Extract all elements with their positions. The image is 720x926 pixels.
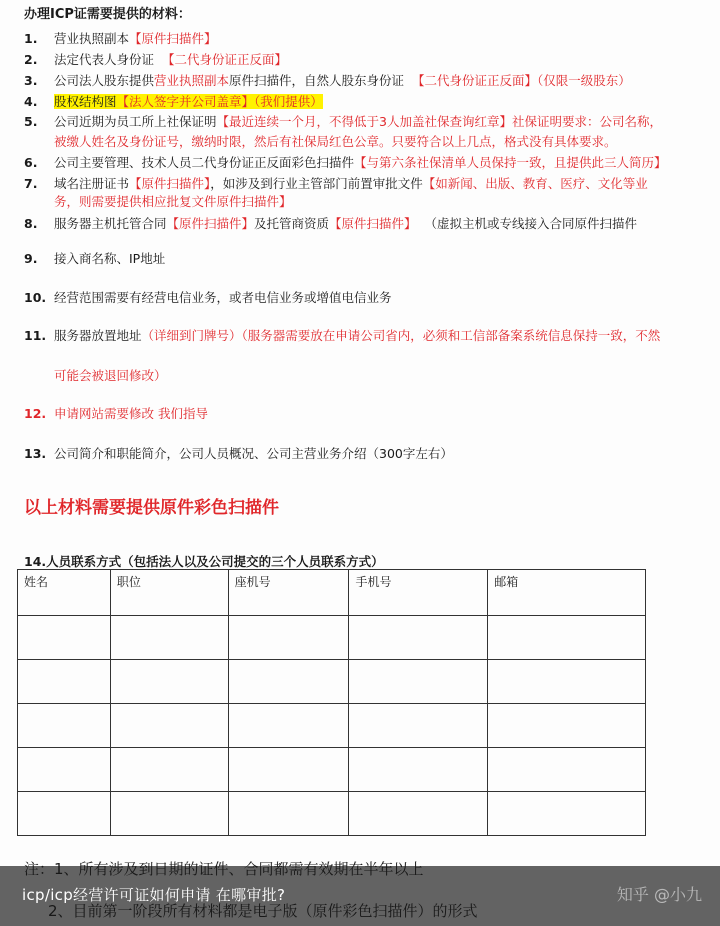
list-item bbox=[54, 327, 660, 345]
list-item bbox=[54, 113, 662, 131]
table-cell bbox=[110, 704, 228, 748]
list-item bbox=[54, 250, 165, 268]
color-scan-requirement: 以上材料需要提供原件彩色扫描件 bbox=[24, 498, 279, 518]
column-header-landline: 座机号 bbox=[228, 570, 349, 616]
table-cell bbox=[18, 616, 111, 660]
item-text: 法定代表人身份证 bbox=[54, 52, 155, 67]
item-text: 域名注册证书 bbox=[54, 176, 130, 191]
column-header-email: 邮箱 bbox=[488, 570, 646, 616]
table-cell bbox=[349, 616, 488, 660]
item-number: 13. bbox=[24, 446, 47, 461]
item-red-text: （详细到门牌号）（服务器需要放在申请公司省内，必须和工信部备案系统信息保持一致，不然 bbox=[141, 328, 661, 343]
item-number: 1. bbox=[24, 31, 38, 46]
item-number: 11. bbox=[24, 328, 47, 343]
table-cell bbox=[110, 660, 228, 704]
document-heading: 办理ICP证需要提供的材料： bbox=[24, 7, 191, 22]
item-number: 4. bbox=[24, 94, 38, 109]
item-red-text-continued: 务，则需要提供相应批复文件原件扫描件】 bbox=[54, 194, 292, 209]
item-text: 公司简介和职能简介，公司人员概况、公司主营业务介绍（300字左右） bbox=[54, 446, 453, 461]
table-row bbox=[18, 748, 646, 792]
item-number: 3. bbox=[24, 73, 38, 88]
table-cell bbox=[488, 704, 646, 748]
item-text: 接入商名称、IP地址 bbox=[54, 251, 166, 266]
list-item bbox=[54, 175, 648, 193]
table-cell bbox=[228, 616, 349, 660]
list-item bbox=[54, 30, 217, 48]
item-red-text: 【与第六条社保清单人员保持一致，且提供此三人简历】 bbox=[354, 155, 667, 170]
item-text: （虚拟主机或专线接入合同原件扫描件 bbox=[424, 216, 638, 231]
table-cell bbox=[488, 792, 646, 836]
item-number: 7. bbox=[24, 176, 38, 191]
item-red-text: 【二代身份证正反面】 bbox=[161, 52, 287, 67]
item-number: 9. bbox=[24, 251, 38, 266]
item-number: 8. bbox=[24, 216, 38, 231]
table-row bbox=[18, 616, 646, 660]
item-text-highlighted: 股权结构图 bbox=[54, 94, 117, 109]
column-header-mobile: 手机号 bbox=[349, 570, 488, 616]
table-cell bbox=[488, 660, 646, 704]
table-cell bbox=[110, 748, 228, 792]
contact-table bbox=[17, 569, 646, 836]
item-text: 服务器主机托管合同 bbox=[54, 216, 167, 231]
zhihu-watermark: 知乎 @小九 bbox=[616, 885, 702, 904]
list-item bbox=[54, 289, 392, 307]
list-item bbox=[54, 445, 453, 463]
table-row bbox=[18, 792, 646, 836]
table-cell bbox=[110, 616, 228, 660]
item-text: 服务器放置地址 bbox=[54, 328, 142, 343]
table-cell bbox=[349, 748, 488, 792]
table-cell bbox=[349, 792, 488, 836]
item-number: 2. bbox=[24, 52, 38, 67]
item-number: 10. bbox=[24, 290, 47, 305]
item-text: 公司法人股东提供 bbox=[54, 73, 155, 88]
item-number: 12. bbox=[24, 406, 47, 421]
list-item bbox=[54, 154, 667, 172]
table-cell bbox=[18, 748, 111, 792]
contact-section-title: 14.人员联系方式（包括法人以及公司提交的三个人员联系方式） bbox=[24, 554, 384, 569]
table-cell bbox=[228, 748, 349, 792]
item-red-text: 【最近连续一个月，不得低于3人加盖社保查询红章】社保证明要求：公司名称， bbox=[216, 114, 662, 129]
item-text: 营业执照副本 bbox=[54, 31, 130, 46]
item-red-text: 【原件扫描件】 bbox=[329, 216, 417, 231]
column-header-position: 职位 bbox=[110, 570, 228, 616]
list-item bbox=[54, 72, 631, 90]
table-cell bbox=[228, 704, 349, 748]
table-cell bbox=[228, 792, 349, 836]
table-cell bbox=[110, 792, 228, 836]
list-item bbox=[54, 215, 637, 233]
item-text: ，如涉及到行业主管部门前置审批文件 bbox=[210, 176, 423, 191]
table-cell bbox=[18, 792, 111, 836]
list-item bbox=[54, 405, 208, 423]
item-red-text-highlighted: 【法人签字并公司盖章】（我们提供） bbox=[116, 94, 323, 109]
item-red-text: 【二代身份证正反面】（仅限一级股东） bbox=[412, 73, 631, 88]
list-item bbox=[54, 93, 323, 111]
item-number: 5. bbox=[24, 114, 38, 129]
item-red-text: 【原件扫描件】 bbox=[166, 216, 255, 231]
item-red-text: 【原件扫描件】 bbox=[129, 176, 211, 191]
table-header-row bbox=[18, 570, 646, 616]
image-caption: icp/icp经营许可证如何申请 在哪审批? bbox=[22, 886, 286, 904]
column-header-name: 姓名 bbox=[18, 570, 111, 616]
item-red-text: 营业执照副本 bbox=[154, 73, 230, 88]
item-red-text: 申请网站需要修改 我们指导 bbox=[54, 406, 208, 421]
table-cell bbox=[349, 660, 488, 704]
item-red-text: 【原件扫描件】 bbox=[129, 31, 217, 46]
item-number: 6. bbox=[24, 155, 38, 170]
item-text: 经营范围需要有经营电信业务，或者电信业务或增值电信业务 bbox=[54, 290, 392, 305]
table-cell bbox=[18, 660, 111, 704]
item-text: 原件扫描件，自然人股东身份证 bbox=[229, 73, 405, 88]
item-red-text-continued: 可能会被退回修改） bbox=[54, 368, 167, 383]
item-text: 及托管商资质 bbox=[254, 216, 330, 231]
table-cell bbox=[349, 704, 488, 748]
table-row bbox=[18, 704, 646, 748]
table-cell bbox=[228, 660, 349, 704]
list-item bbox=[54, 51, 287, 69]
item-text: 公司主要管理、技术人员二代身份证正反面彩色扫描件 bbox=[54, 155, 355, 170]
item-red-text: 【如新闻、出版、教育、医疗、文化等业 bbox=[422, 176, 648, 191]
item-red-text-continued: 被缴人姓名及身份证号，缴纳时限，然后有社保局红色公章。只要符合以上几点，格式没有具体要求。 bbox=[54, 134, 617, 149]
table-cell bbox=[488, 748, 646, 792]
item-text: 公司近期为员工所上社保证明 bbox=[54, 114, 217, 129]
table-row bbox=[18, 660, 646, 704]
table-cell bbox=[18, 704, 111, 748]
table-cell bbox=[488, 616, 646, 660]
